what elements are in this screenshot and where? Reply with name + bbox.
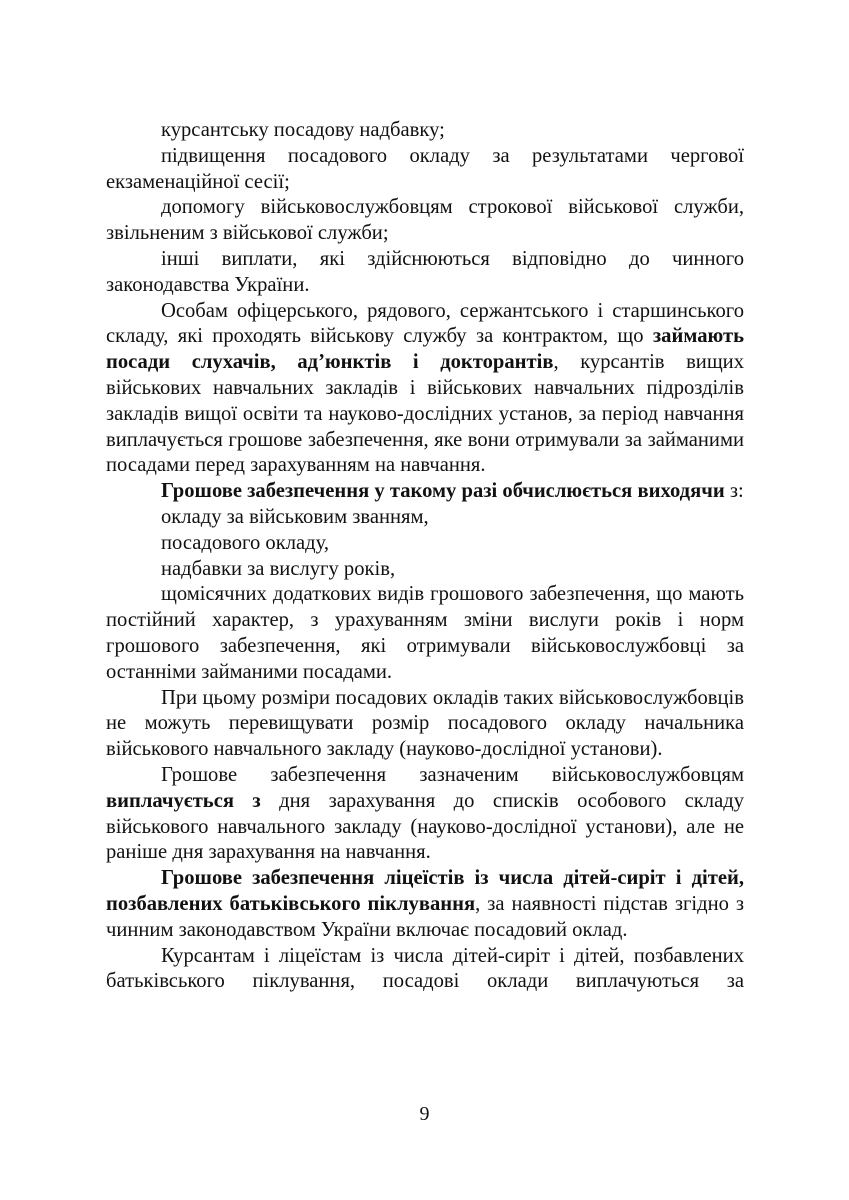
paragraph [106, 763, 744, 866]
paragraph [106, 299, 744, 480]
paragraph [106, 118, 744, 144]
text-run: Особам офіцерського, рядового, сержантського і старшинського складу, які проходять військову службу за контрактом, що [106, 299, 744, 348]
text-run: При цьому розміри посадових окладів таких військовослужбовців не можуть перевищувати розмір посадового окладу начальника військового навчального закладу (науково-дослідної установи). [106, 686, 744, 761]
paragraph [106, 582, 744, 685]
paragraph [106, 247, 744, 299]
text-run: підвищення посадового окладу за результатами чергової екзаменаційної сесії; [106, 144, 744, 193]
bold-text: займають посади слухачів, ад’юнктів і докторантів [106, 325, 744, 374]
text-run: дня зарахування до списків особового складу військового навчального закладу (науково-дослідної установи), але не раніше дня зарахування на навчання. [106, 789, 744, 864]
text-run: курсантську посадову надбавку; [161, 119, 445, 141]
paragraph [106, 505, 744, 531]
bold-text: Грошове забезпечення ліцеїстів із числа дітей-сиріт і дітей, позбавлених батьківського піклування [106, 867, 744, 915]
text-run: з: [724, 480, 744, 503]
text-run: надбавки за вислугу років, [161, 557, 396, 580]
text-run: щомісячних додаткових видів грошового забезпечення, що мають постійний характер, з урахуванням зміни вислуги років і норм грошового забезпечення, які отримували військовослужбовці за останніми займаними посадами. [106, 583, 744, 683]
paragraph [106, 686, 744, 763]
text-run: , курсантів вищих військових навчальних закладів і військових навчальних підрозділів закладів вищої освіти та науково-дослідних установ, за період навчання виплачується грошове забезпечення, яке вони отримували за займаними посадами перед зарахуванням на навчання. [106, 351, 744, 477]
page-number: 9 [419, 1103, 430, 1125]
paragraph [106, 557, 744, 583]
paragraph [106, 944, 744, 996]
text-run: , за наявності підстав згідно з чинним законодавством України включає посадовий оклад. [106, 892, 744, 941]
text-run: Грошове забезпечення зазначеним військовослужбовцям [161, 763, 744, 786]
bold-text: виплачується з [106, 789, 261, 812]
text-run: посадового окладу, [161, 531, 329, 554]
document-body [106, 118, 744, 995]
bold-text: Грошове забезпечення у такому разі обчислюється виходячи [161, 480, 725, 503]
paragraph [106, 479, 744, 505]
paragraph [106, 866, 744, 943]
text-run: інші виплати, які здійснюються відповідно до чинного законодавства України. [106, 247, 744, 296]
text-run: допомогу військовослужбовцям строкової військової служби, звільненим з військової служби; [106, 196, 744, 245]
paragraph [106, 195, 744, 247]
paragraph [106, 531, 744, 557]
text-run: Курсантам і ліцеїстам із числа дітей-сиріт і дітей, позбавлених батьківського піклування, посадові оклади виплачуються за [106, 944, 744, 993]
paragraph [106, 144, 744, 196]
text-run: окладу за військовим званням, [161, 505, 429, 528]
